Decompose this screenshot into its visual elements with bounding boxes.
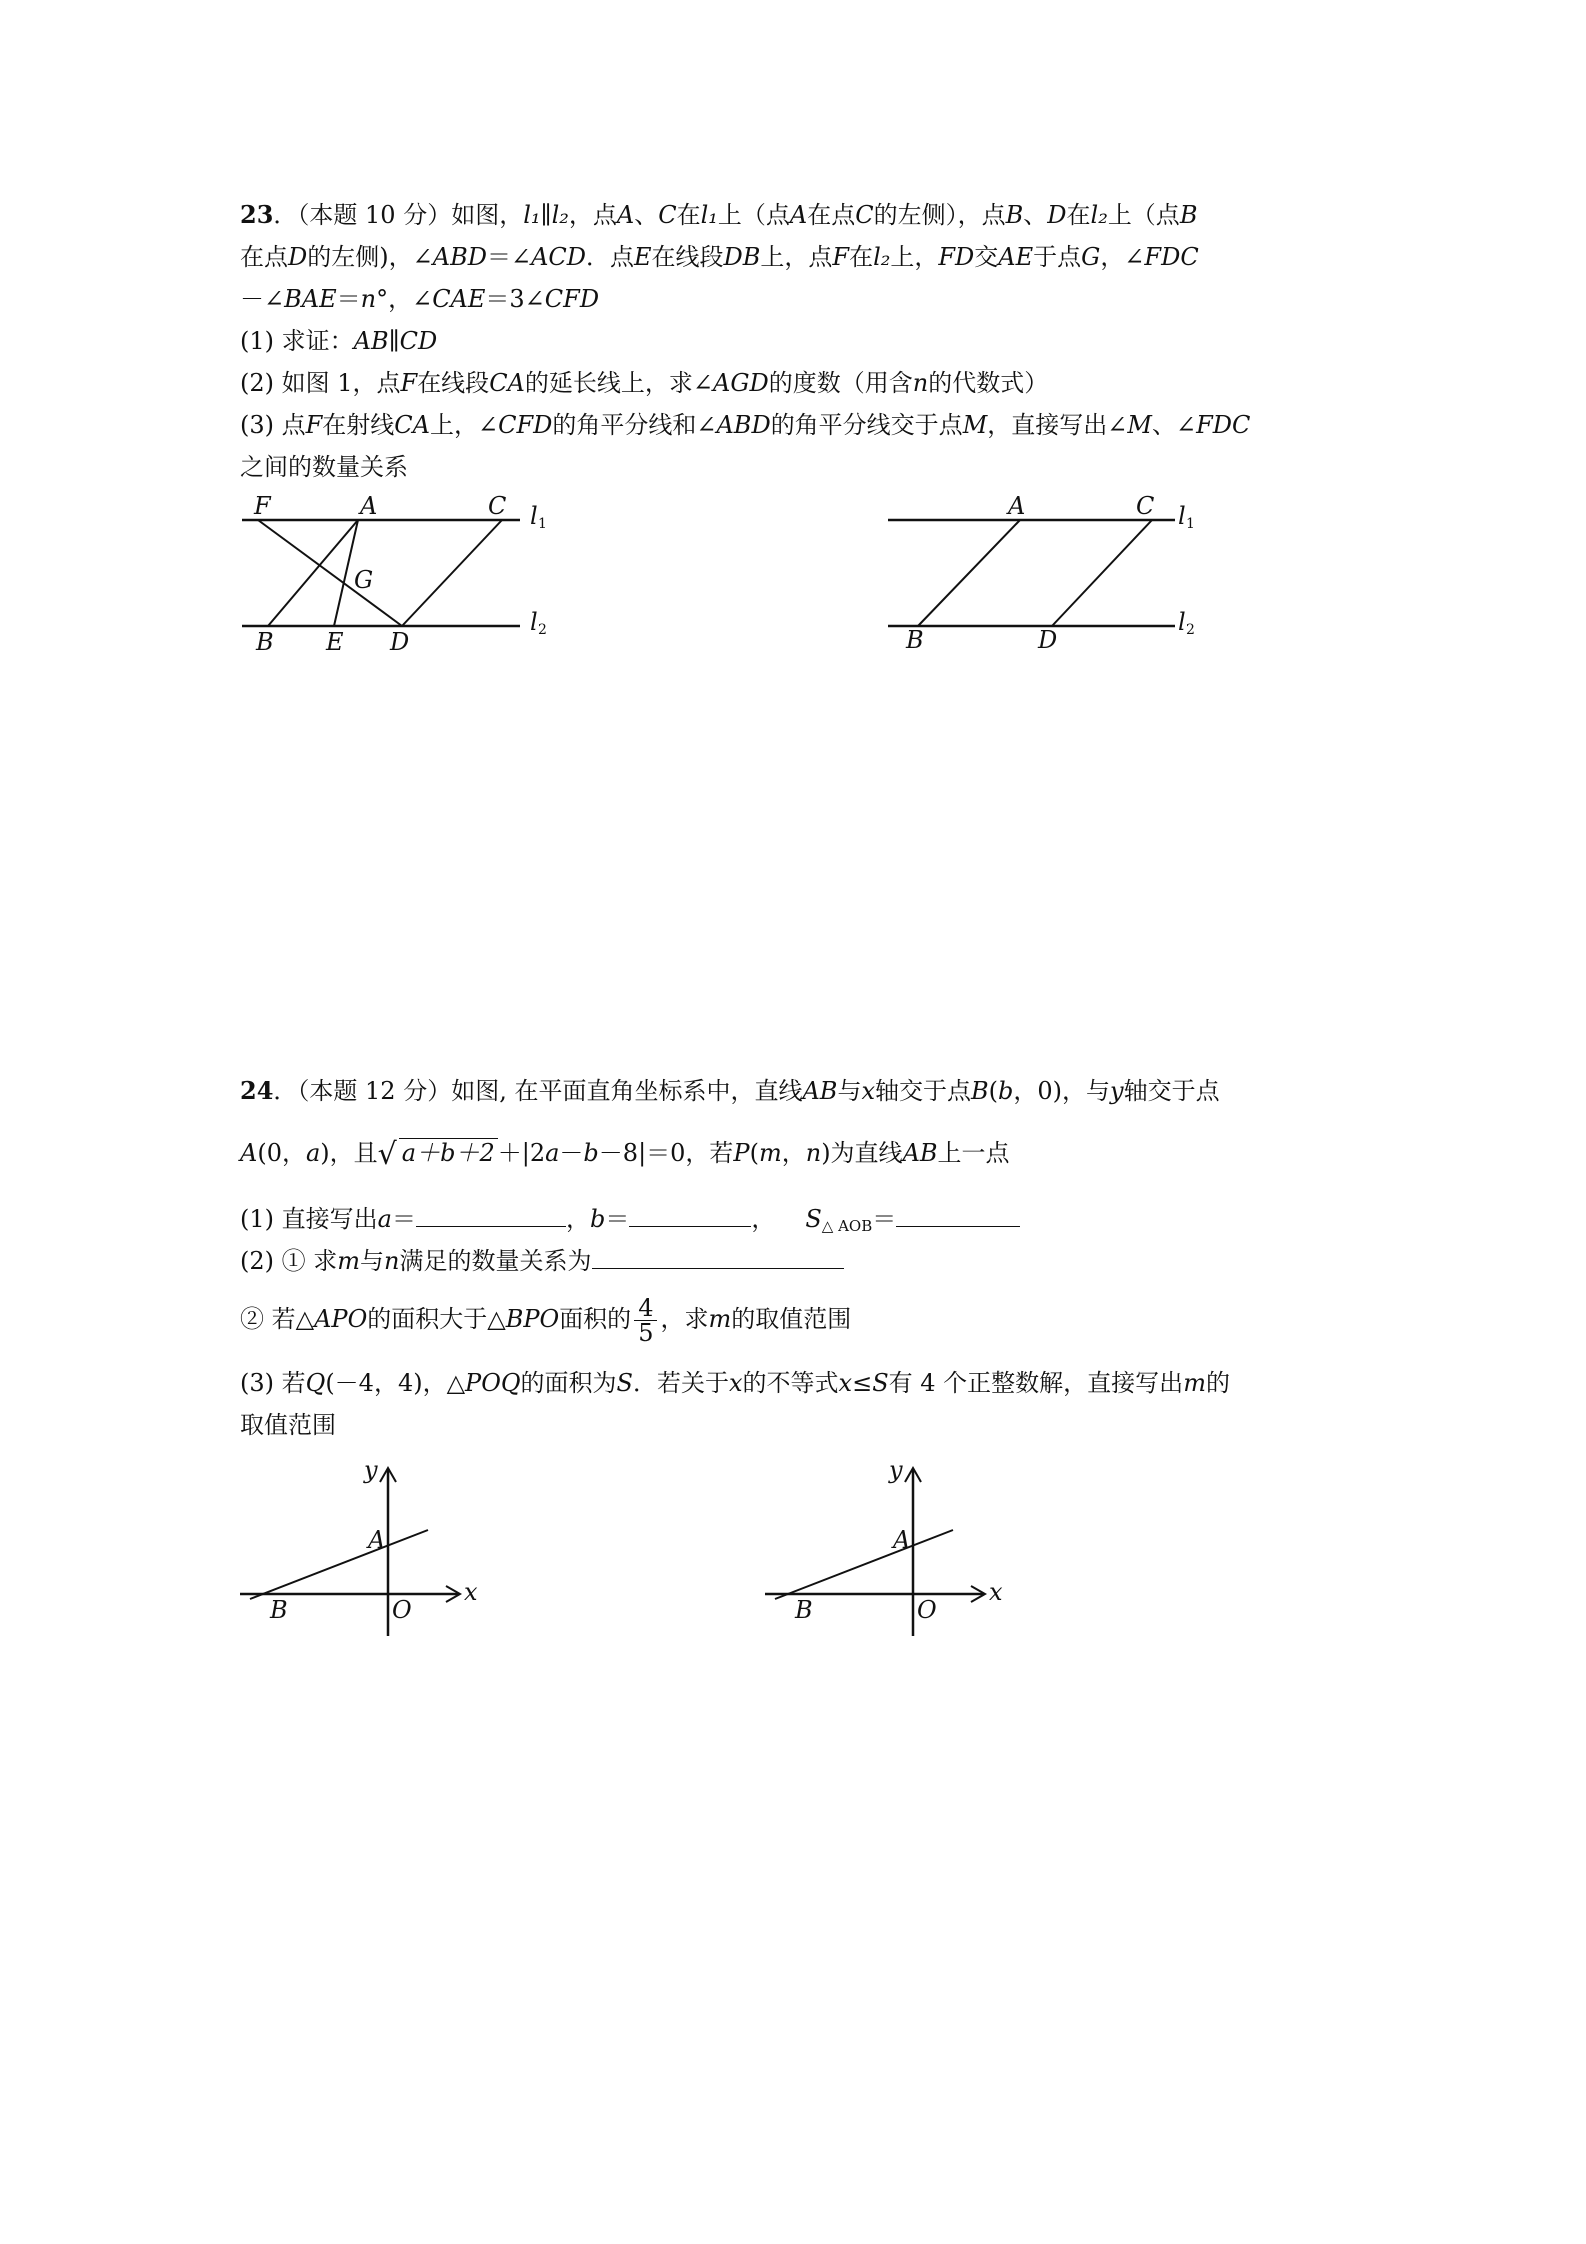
label-B: B <box>906 626 924 654</box>
q23-part2: (2) 如图 1，点F在线段CA的延长线上，求∠AGD的度数（用含n的代数式） <box>240 369 1049 397</box>
label-A: A <box>1008 492 1026 520</box>
line-AB <box>775 1530 953 1599</box>
label-C: C <box>488 492 507 520</box>
q23-figure-1 <box>230 488 570 658</box>
label-C: C <box>1136 492 1155 520</box>
label-B: B <box>795 1596 813 1624</box>
label-F: F <box>254 492 271 520</box>
q23-line1: 23．（本题 10 分）如图，l₁∥l₂，点A、C在l₁上（点A在点C的左侧），点B、D在l₂上（点B <box>240 200 1198 229</box>
label-y: y <box>364 1456 378 1484</box>
q24-figure-1 <box>230 1454 480 1644</box>
q24-figure-2 <box>755 1454 1005 1644</box>
label-A: A <box>360 492 378 520</box>
label-x: x <box>989 1578 1003 1606</box>
q23-part3-cont: 之间的数量关系 <box>240 453 408 481</box>
label-E: E <box>326 628 344 656</box>
q23-figure-2 <box>880 488 1220 658</box>
label-B: B <box>256 628 274 656</box>
label-O: O <box>392 1596 412 1624</box>
q24-part2-1: (2) ① 求m与n满足的数量关系为 <box>240 1244 844 1278</box>
label-O: O <box>917 1596 937 1624</box>
q24-line1: 24．（本题 12 分）如图, 在平面直角坐标系中，直线AB与x轴交于点B(b，0)，与y轴交于点 <box>240 1076 1220 1105</box>
segment-FD <box>258 520 402 626</box>
q24-part1: (1) 直接写出a＝ ，b＝ ， $S_{\triangle AOB}=$ <box>240 1202 1020 1243</box>
segment-CD <box>402 520 502 626</box>
blank-s-aob[interactable] <box>896 1202 1020 1227</box>
label-D: D <box>390 628 410 656</box>
label-D: D <box>1038 626 1058 654</box>
q23-part3: (3) 点F在射线CA上，∠CFD的角平分线和∠ABD的角平分线交于点M，直接写出∠M、∠FDC <box>240 411 1251 439</box>
label-A: A <box>368 1526 386 1554</box>
label-l1-sub: 1 <box>538 516 547 532</box>
label-l1: l <box>1178 502 1186 530</box>
label-x: x <box>464 1578 478 1606</box>
q24-part3-cont: 取值范围 <box>240 1411 336 1439</box>
segment-AB <box>268 520 358 626</box>
label-B: B <box>270 1596 288 1624</box>
fraction-four-fifths: $\frac{4}{5}$ <box>634 1296 657 1345</box>
label-l2: l <box>1178 608 1186 636</box>
label-G: G <box>354 566 374 594</box>
blank-mn-relation[interactable] <box>592 1244 844 1269</box>
segment-CD <box>1052 520 1152 626</box>
q24-part2-2: ② 若△APO的面积大于△BPO面积的 $\frac{4}{5}$ ，求m的取值范围 <box>240 1294 852 1347</box>
blank-b[interactable] <box>629 1202 751 1227</box>
label-y: y <box>889 1456 903 1484</box>
q23-number: 23 <box>240 200 274 229</box>
label-l2-sub: 2 <box>1186 622 1195 638</box>
blank-a[interactable] <box>416 1202 566 1227</box>
label-l1: l <box>530 502 538 530</box>
sqrt-expression: a＋b＋2 <box>399 1138 498 1167</box>
sqrt-radical: √ <box>377 1137 397 1172</box>
q24-number: 24 <box>240 1076 274 1105</box>
label-l2-sub: 2 <box>538 622 547 638</box>
label-l1-sub: 1 <box>1186 516 1195 532</box>
q23-line2: 在点D的左侧)，∠ABD＝∠ACD．点E在线段DB上，点F在l₂上，FD交AE于点G，∠FDC <box>240 243 1199 271</box>
q23-part1: (1) 求证：AB∥CD <box>240 327 438 355</box>
label-A: A <box>893 1526 911 1554</box>
q24-line2: A(0，a)，且√ a＋b＋2 ＋|2a－b－8|＝0，若P(m，n)为直线AB上一点 <box>240 1137 1010 1172</box>
line-AB <box>250 1530 428 1599</box>
label-l2: l <box>530 608 538 636</box>
q23-line3: －∠BAE＝n°，∠CAE＝3∠CFD <box>240 285 600 313</box>
segment-AB <box>918 520 1020 626</box>
q24-part3: (3) 若Q(－4，4)，△POQ的面积为S．若关于x的不等式x≤S有 4 个正整数解，直接写出m的 <box>240 1369 1230 1397</box>
